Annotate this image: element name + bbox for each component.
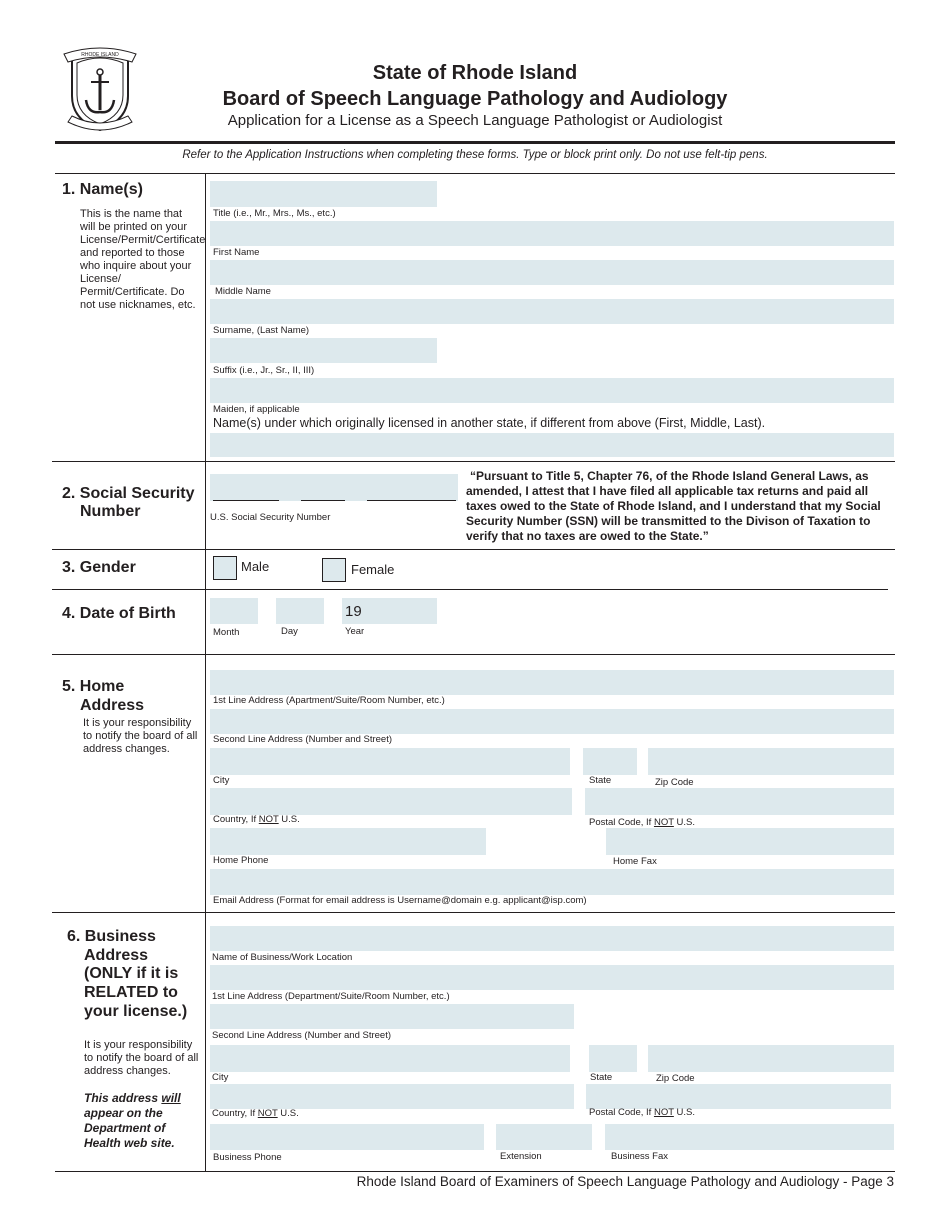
page-title: State of Rhode Island bbox=[372, 62, 578, 84]
column-divider bbox=[205, 173, 206, 1171]
female-checkbox[interactable] bbox=[322, 558, 346, 582]
year-label: Year bbox=[345, 626, 365, 637]
section-divider bbox=[52, 654, 895, 655]
birth-day-field[interactable] bbox=[276, 598, 324, 624]
home-country-label: Country, If NOT U.S. bbox=[213, 814, 300, 825]
section-2-title: 2. Social Security bbox=[62, 485, 195, 502]
home-country-field[interactable] bbox=[210, 788, 572, 815]
section-6-web-note: This address will appear on the Department of Health web site. bbox=[84, 1091, 181, 1150]
section-divider bbox=[55, 173, 895, 174]
home-fax-field[interactable] bbox=[606, 828, 894, 855]
section-divider bbox=[52, 461, 895, 462]
home-address-line2-label: Second Line Address (Number and Street) bbox=[213, 734, 393, 745]
home-postal-label: Postal Code, If NOT U.S. bbox=[589, 817, 695, 828]
home-state-label: State bbox=[589, 775, 612, 786]
business-name-field[interactable] bbox=[210, 926, 894, 951]
middle-name-label: Middle Name bbox=[215, 286, 271, 297]
business-address-line1-label: 1st Line Address (Department/Suite/Room Number, etc.) bbox=[212, 991, 450, 1002]
maiden-name-label: Maiden, if applicable bbox=[213, 404, 300, 415]
ssn-field[interactable] bbox=[210, 474, 458, 501]
home-address-line2-field[interactable] bbox=[210, 709, 894, 734]
home-state-field[interactable] bbox=[583, 748, 637, 775]
business-zip-field[interactable] bbox=[648, 1045, 894, 1072]
page-subtitle: Board of Speech Language Pathology and Audiology bbox=[222, 88, 728, 110]
section-4-title: 4. Date of Birth bbox=[62, 605, 176, 622]
section-1-title: 1. Name(s) bbox=[62, 181, 143, 198]
home-phone-label: Home Phone bbox=[213, 855, 269, 866]
svg-text:RHODE ISLAND: RHODE ISLAND bbox=[81, 52, 119, 58]
business-postal-field[interactable] bbox=[586, 1084, 891, 1109]
section-6-title: 6. Business bbox=[67, 928, 156, 945]
other-names-field[interactable] bbox=[210, 433, 894, 457]
business-extension-field[interactable] bbox=[496, 1124, 592, 1150]
other-names-label: Name(s) under which originally licensed in another state, if different from above (First, Middle, Last). bbox=[213, 416, 766, 430]
month-label: Month bbox=[213, 627, 240, 638]
section-divider bbox=[52, 589, 888, 590]
section-6-title-line4: RELATED to bbox=[84, 984, 178, 1001]
application-title: Application for a License as a Speech Language Pathologist or Audiologist bbox=[227, 112, 723, 129]
first-name-label: First Name bbox=[213, 247, 260, 258]
email-label: Email Address (Format for email address is Username@domain e.g. applicant@isp.com) bbox=[213, 895, 587, 906]
surname-label: Surname, (Last Name) bbox=[213, 325, 310, 336]
home-fax-label: Home Fax bbox=[613, 856, 657, 867]
day-label: Day bbox=[281, 626, 298, 637]
section-divider bbox=[55, 1171, 895, 1172]
section-divider bbox=[52, 549, 895, 550]
title-label: Title (i.e., Mr., Mrs., Ms., etc.) bbox=[213, 208, 336, 219]
suffix-label: Suffix (i.e., Jr., Sr., II, III) bbox=[213, 365, 315, 376]
section-2-title-line2: Number bbox=[80, 503, 141, 520]
ssn-segment-2 bbox=[301, 500, 345, 501]
section-6-title-line5: your license.) bbox=[84, 1003, 188, 1020]
home-zip-field[interactable] bbox=[648, 748, 894, 775]
section-6-title-line2: Address bbox=[84, 947, 149, 964]
business-address-line1-field[interactable] bbox=[210, 965, 894, 990]
home-phone-field[interactable] bbox=[210, 828, 486, 855]
home-address-line1-label: 1st Line Address (Apartment/Suite/Room Number, etc.) bbox=[213, 695, 445, 706]
business-postal-label: Postal Code, If NOT U.S. bbox=[589, 1107, 695, 1118]
ssn-label: U.S. Social Security Number bbox=[210, 512, 331, 523]
male-label: Male bbox=[241, 559, 270, 574]
business-city-label: City bbox=[212, 1072, 229, 1083]
business-fax-field[interactable] bbox=[605, 1124, 894, 1150]
section-5-title: 5. Home bbox=[62, 678, 125, 695]
maiden-name-field[interactable] bbox=[210, 378, 894, 403]
ssn-segment-3 bbox=[367, 500, 456, 501]
rhode-island-seal bbox=[58, 44, 142, 136]
section-5-title-line2: Address bbox=[80, 697, 145, 714]
business-address-line2-label: Second Line Address (Number and Street) bbox=[212, 1030, 392, 1041]
business-phone-field[interactable] bbox=[210, 1124, 484, 1150]
female-label: Female bbox=[351, 562, 395, 577]
ssn-segment-1 bbox=[213, 500, 279, 501]
instructions-text: Refer to the Application Instructions when completing these forms. Type or block print only. Do not use felt-tip pens. bbox=[182, 149, 768, 161]
business-country-label: Country, If NOT U.S. bbox=[212, 1108, 299, 1119]
section-5-note: It is your responsibility to notify the board of all address changes. bbox=[83, 717, 198, 755]
surname-field[interactable] bbox=[210, 299, 894, 324]
home-address-line1-field[interactable] bbox=[210, 670, 894, 695]
section-divider bbox=[52, 912, 895, 913]
home-city-label: City bbox=[213, 775, 230, 786]
page-footer: Rhode Island Board of Examiners of Speech Language Pathology and Audiology - Page 3 bbox=[356, 1174, 894, 1189]
business-name-label: Name of Business/Work Location bbox=[212, 952, 353, 963]
birth-year-prefix: 19 bbox=[345, 603, 362, 620]
home-zip-label: Zip Code bbox=[655, 777, 694, 788]
suffix-field[interactable] bbox=[210, 338, 437, 363]
business-city-field[interactable] bbox=[210, 1045, 570, 1072]
middle-name-field[interactable] bbox=[210, 260, 894, 285]
business-extension-label: Extension bbox=[500, 1151, 542, 1162]
home-postal-field[interactable] bbox=[585, 788, 894, 815]
first-name-field[interactable] bbox=[210, 221, 894, 246]
section-1-note: This is the name that will be printed on your License/Permit/Certificate and reported to those who inquire about your License/ Permit/Certificate. Do not use nicknames, etc. bbox=[80, 208, 206, 311]
business-zip-label: Zip Code bbox=[656, 1073, 695, 1084]
business-phone-label: Business Phone bbox=[213, 1152, 282, 1163]
tax-statement: “Pursuant to Title 5, Chapter 76, of the Rhode Island General Laws, as amended, I attest that I have filed all applicable tax returns and paid all taxes owed to the State of Rhode Island, and I understand that my Social Security Number (SSN) will be transmitted to the Divison of Taxation to verify that no taxes are owed to the State.” bbox=[466, 469, 881, 543]
email-field[interactable] bbox=[210, 869, 894, 895]
birth-month-field[interactable] bbox=[210, 598, 258, 624]
section-6-note: It is your responsibility to notify the board of all address changes. bbox=[84, 1039, 199, 1077]
business-country-field[interactable] bbox=[210, 1084, 574, 1109]
business-state-field[interactable] bbox=[589, 1045, 637, 1072]
business-state-label: State bbox=[590, 1072, 613, 1083]
home-city-field[interactable] bbox=[210, 748, 570, 775]
header-rule bbox=[55, 141, 895, 144]
business-fax-label: Business Fax bbox=[611, 1151, 669, 1162]
business-address-line2-field[interactable] bbox=[210, 1004, 574, 1029]
title-field[interactable] bbox=[210, 181, 437, 207]
section-3-title: 3. Gender bbox=[62, 559, 136, 576]
male-checkbox[interactable] bbox=[213, 556, 237, 580]
section-6-title-line3: (ONLY if it is bbox=[84, 965, 179, 982]
